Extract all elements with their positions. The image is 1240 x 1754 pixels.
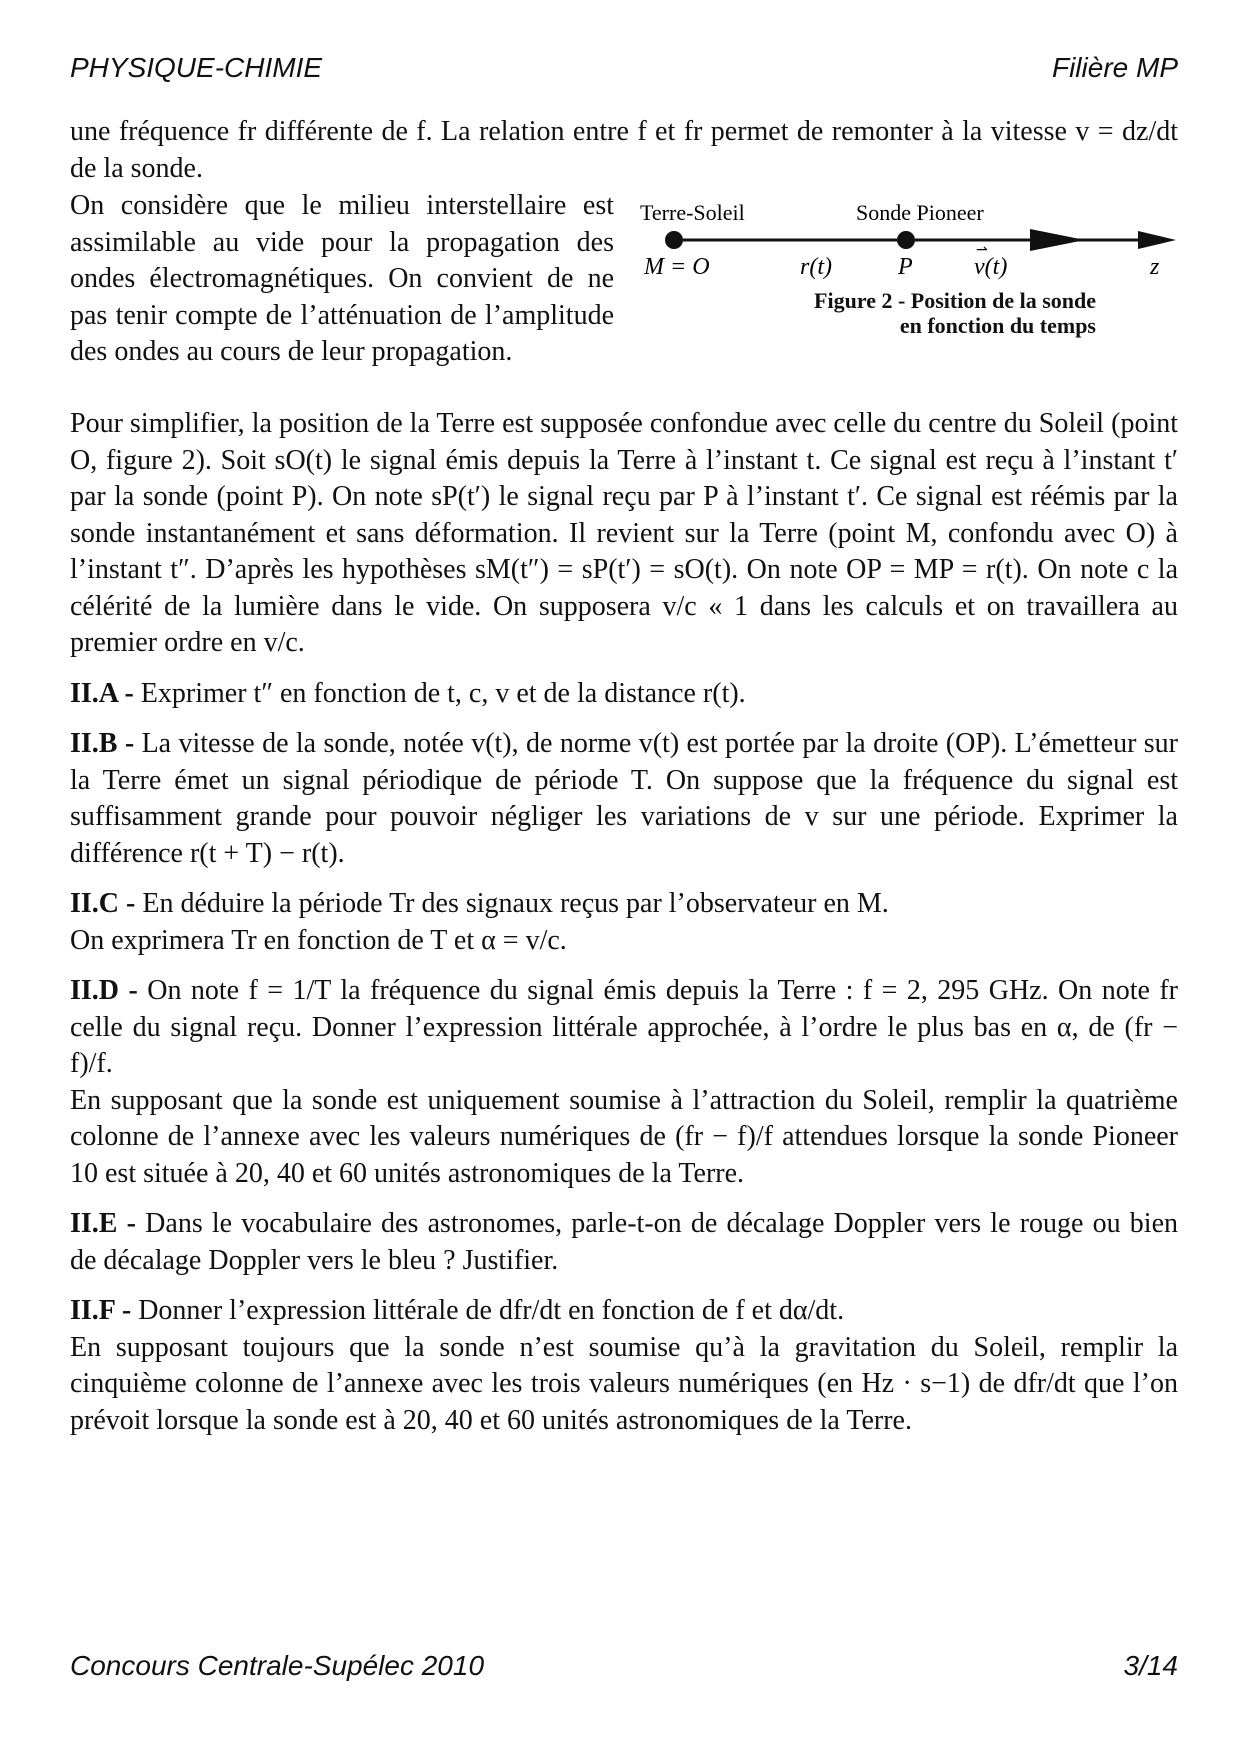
figure-label-terre: Terre-Soleil bbox=[640, 200, 745, 225]
question-IIF-followup: En supposant toujours que la sonde n’est soumise qu’à la gravitation du Soleil, remplir la cinquième colonne de l’annexe avec les trois valeurs numériques (en Hz · s−1) de dfr/dt que l’on prévoit lorsque la sonde est à 20, 40 et 60 unités astronomiques de la Terre. bbox=[70, 1331, 1178, 1436]
figure-caption-line-1: Figure 2 - Position de la sonde bbox=[814, 288, 1096, 313]
figure-point-p bbox=[897, 231, 915, 249]
side-paragraph: On considère que le milieu interstellaire est assimilable au vide pour la propagation des ondes électromagnétiques. On convient de ne pas tenir compte de l’atténuation de l’amplitude des ondes au cours de leur propagation. bbox=[70, 190, 614, 367]
question-IIC-text-2: On exprimera Tr en fonction de T et α = v/c. bbox=[70, 924, 567, 956]
figure-label-sonde: Sonde Pioneer bbox=[856, 200, 984, 225]
footer-contest: Concours Centrale-Supélec 2010 bbox=[70, 1650, 485, 1681]
figure-label-p: P bbox=[898, 254, 913, 280]
figure-label-mo: M = O bbox=[644, 254, 710, 280]
question-IIB-text: La vitesse de la sonde, notée v(t), de norme v(t) est portée par la droite (OP). L’émetteur sur la Terre émet un signal périodique de période T. On suppose que la fréquence du signal est suffisamment grande pour pouvoir négliger les variations de v sur une période. Exprimer la différence r(t + T) − r(t). bbox=[70, 728, 1179, 869]
figure-label-z: z bbox=[1150, 254, 1160, 280]
question-IIA bbox=[70, 676, 1178, 713]
question-IIE-label: II.E - bbox=[70, 1208, 136, 1239]
question-IIF-text: Donner l’expression littérale de dfr/dt en fonction de f et dα/dt. bbox=[138, 1295, 845, 1326]
question-IID bbox=[70, 973, 1178, 1083]
question-IIF bbox=[70, 1293, 1178, 1330]
figure-caption-line-2: en fonction du temps bbox=[899, 313, 1096, 338]
header-track: Filière MP bbox=[1051, 52, 1178, 83]
main-text bbox=[70, 406, 1178, 1439]
question-IIB-label: II.B - bbox=[70, 728, 135, 759]
question-IIC-text-1: En déduire la période Tr des signaux reçus par l’observateur en M. bbox=[142, 888, 889, 919]
question-IID-text: On note f = 1/T la fréquence du signal émis depuis la Terre : f = 2, 295 GHz. On note fr celle du signal reçu. Donner l’expression littérale approchée, à l’ordre le plus bas en α, de (fr − f)/f. bbox=[70, 975, 1178, 1079]
figure-vector-mark: ⇀ bbox=[976, 242, 988, 258]
question-IID-label: II.D - bbox=[70, 975, 138, 1006]
figure-label-r: r(t) bbox=[800, 254, 832, 280]
intro-paragraph bbox=[70, 114, 1178, 187]
question-IIE-text: Dans le vocabulaire des astronomes, parle-t-on de décalage Doppler vers le rouge ou bien de décalage Doppler vers le bleu ? Justifier. bbox=[70, 1208, 1179, 1276]
question-IID-followup: En supposant que la sonde est uniquement soumise à l’attraction du Soleil, remplir la quatrième colonne de l’annexe avec les valeurs numériques de (fr − f)/f attendues lorsque la sonde Pioneer 10 est située à 20, 40 et 60 unités astronomiques de la Terre. bbox=[70, 1084, 1178, 1189]
figure-label-v: v(t) bbox=[974, 254, 1008, 280]
question-IIA-text: Exprimer t″ en fonction de t, c, v et de la distance r(t). bbox=[140, 677, 746, 709]
question-IIC-label: II.C - bbox=[70, 888, 136, 919]
question-IIB bbox=[70, 726, 1178, 872]
question-IIC bbox=[70, 886, 1178, 959]
context-paragraph: Pour simplifier, la position de la Terre est supposée confondue avec celle du centre du Soleil (point O, figure 2). Soit sO(t) le signal émis depuis la Terre à l’instant t. Ce signal est reçu à l’instant t′ par la sonde (point P). On note sP(t′) le signal reçu par P à l’instant t′. Ce signal est réémis par la sonde instantanément et sans déformation. Il revient sur la Terre (point M, confondu avec O) à l’instant t″. D’après les hypothèses sM(t″) = sP(t′) = sO(t). On note OP = MP = r(t). On note c la célérité de la lumière dans le vide. On supposera v/c « 1 dans les calculs et on travaillera au premier ordre en v/c. bbox=[70, 408, 1178, 658]
question-IIA-label: II.A - bbox=[70, 677, 134, 709]
question-IIE bbox=[70, 1206, 1178, 1279]
footer-page-number: 3/14 bbox=[1123, 1650, 1178, 1681]
header-subject: PHYSIQUE-CHIMIE bbox=[70, 52, 323, 83]
figure-axis-arrow bbox=[1138, 231, 1176, 249]
figure-velocity-arrow bbox=[1030, 229, 1085, 251]
figure-2-caption bbox=[696, 288, 1096, 338]
intro-text: une fréquence fr différente de f. La relation entre f et fr permet de remonter à la vitesse v = dz/dt de la sonde. bbox=[70, 116, 1178, 184]
question-IIF-label: II.F - bbox=[70, 1295, 132, 1326]
figure-point-o bbox=[665, 231, 683, 249]
